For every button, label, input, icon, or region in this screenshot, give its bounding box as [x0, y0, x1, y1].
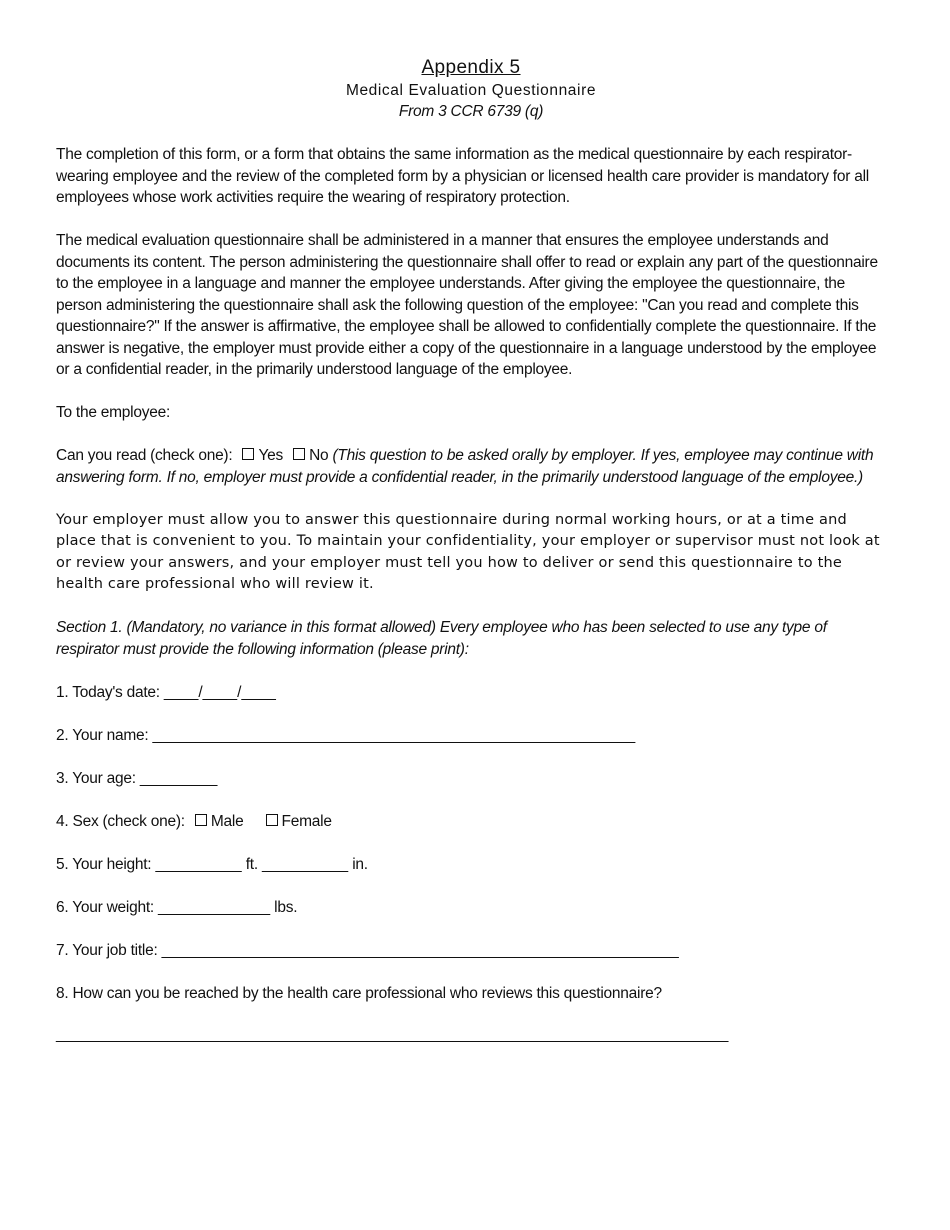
can-read-note: (This question to be asked orally by employer. If yes, employee may continue with answering form. If no, employer must provide a confidential reader, in the primarily understood language of the employee.) — [56, 447, 874, 486]
weight-field-row — [56, 897, 886, 919]
to-employee-heading: To the employee: — [56, 404, 171, 421]
page-title: Appendix 5 — [421, 57, 521, 78]
can-read-label: Can you read (check one): — [56, 447, 233, 464]
yes-checkbox[interactable] — [242, 448, 254, 460]
name-field-row — [56, 725, 886, 747]
pounds-unit: lbs. — [274, 898, 298, 916]
contact-blank[interactable]: ______________________________________________________________________________ — [56, 1026, 729, 1043]
administration-paragraph: The medical evaluation questionnaire shall be administered in a manner that ensures the employee understands and documents its content. The person administering the questionnaire shall offer to read or explain any part of the questionnaire to the employee in a language and manner the employee understands. After giving the employee the questionnaire, the person administering the questionnaire shall ask the following question of the employee: "Can you read and complete this questionnaire?" If the answer is affirmative, the employee shall be allowed to confidentially complete the questionnaire. If the answer is negative, the employer must provide either a copy of the questionnaire in a language understood by the employee or a confidential reader, in the primarily understood language of the employee. — [56, 232, 878, 378]
section-1-heading: Section 1. (Mandatory, no variance in this format allowed) Every employee who has been selected to use any type of respirator must provide the following information (please print): — [56, 619, 827, 658]
job-title-label: 7. Your job title: — [56, 941, 158, 959]
no-label: No — [309, 447, 329, 464]
age-field-row — [56, 768, 886, 790]
can-read-question — [56, 445, 886, 488]
male-label: Male — [210, 812, 244, 830]
page-subtitle: Medical Evaluation Questionnaire — [345, 82, 597, 99]
name-blank[interactable]: ________________________________________________________ — [152, 726, 636, 744]
weight-label: 6. Your weight: — [56, 898, 154, 916]
height-field-row — [56, 854, 886, 876]
document-header — [56, 56, 886, 122]
sex-label: 4. Sex (check one): — [56, 812, 185, 830]
job-title-field-row — [56, 940, 886, 962]
name-label: 2. Your name: — [56, 726, 149, 744]
intro-paragraph: The completion of this form, or a form that obtains the same information as the medical questionnaire by each respirator-wearing employee and the review of the completed form by a physician or licensed health care provider is mandatory for all employees whose work activities require the wearing of respiratory protection. — [56, 146, 869, 206]
female-label: Female — [281, 812, 332, 830]
feet-unit: ft. — [245, 855, 258, 873]
age-label: 3. Your age: — [56, 769, 136, 787]
document-page — [56, 56, 886, 1046]
inches-unit: in. — [352, 855, 368, 873]
female-checkbox[interactable] — [266, 814, 278, 826]
contact-label: 8. How can you be reached by the health care professional who reviews this questionnaire? — [56, 984, 662, 1002]
no-checkbox[interactable] — [293, 448, 305, 460]
confidentiality-paragraph: Your employer must allow you to answer this questionnaire during normal working hours, or at a time and place that is convenient to you. To maintain your confidentiality, your employer or supervisor must not look at or review your answers, and your employer must tell you how to deliver or send this questionnaire to the health care professional who will review it. — [56, 511, 880, 592]
contact-field-row — [56, 983, 886, 1046]
weight-blank[interactable]: _____________ — [158, 898, 271, 916]
male-checkbox[interactable] — [195, 814, 207, 826]
height-feet-blank[interactable]: __________ — [155, 855, 242, 873]
sex-field-row — [56, 811, 886, 833]
height-inches-blank[interactable]: __________ — [261, 855, 349, 873]
date-blank[interactable]: ____/____/____ — [163, 683, 276, 701]
source-citation: From 3 CCR 6739 (q) — [398, 103, 544, 120]
date-field-row — [56, 682, 886, 704]
yes-label: Yes — [258, 447, 284, 464]
job-title-blank[interactable]: ____________________________________________________________ — [161, 941, 679, 959]
age-blank[interactable]: _________ — [139, 769, 218, 787]
height-label: 5. Your height: — [56, 855, 152, 873]
date-label: 1. Today's date: — [56, 683, 160, 701]
